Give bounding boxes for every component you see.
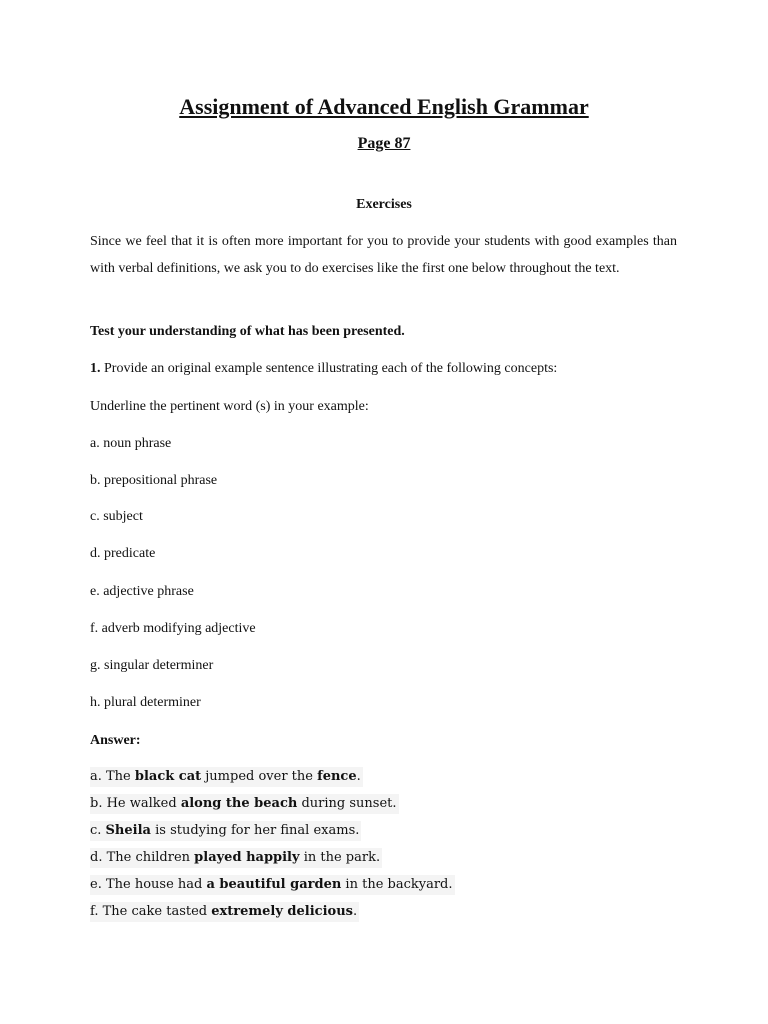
page-number-label: Page 87 <box>357 135 411 152</box>
concept-item: h. plural determiner <box>90 695 201 710</box>
test-heading: Test your understanding of what has been presented. <box>90 324 405 339</box>
question-number: 1. <box>90 361 101 376</box>
concept-item: f. adverb modifying adjective <box>90 621 256 636</box>
intro-paragraph: Since we feel that it is often more important for you to provide your students with good examples than with verbal definitions, we ask you to do exercises like the first one below throughout the text. <box>90 234 677 276</box>
answer-line: d. The children played happily in the park. <box>90 848 382 868</box>
instruction-text: Underline the pertinent word (s) in your example: <box>90 399 369 414</box>
concept-item: d. predicate <box>90 546 156 561</box>
answer-line: b. He walked along the beach during sunset. <box>90 794 399 814</box>
document-title: Assignment of Advanced English Grammar <box>179 94 589 119</box>
concept-item: b. prepositional phrase <box>90 473 218 488</box>
section-heading: Exercises <box>356 197 412 212</box>
answer-line: f. The cake tasted extremely delicious. <box>90 902 359 922</box>
question-1 <box>90 359 690 379</box>
question-text: Provide an original example sentence illustrating each of the following concepts: <box>100 361 558 376</box>
concept-item: c. subject <box>90 509 143 524</box>
concept-item: g. singular determiner <box>90 658 214 673</box>
answer-line: a. The black cat jumped over the fence. <box>90 767 363 787</box>
answer-line: e. The house had a beautiful garden in the backyard. <box>90 875 455 895</box>
concept-item: a. noun phrase <box>90 436 172 451</box>
answer-line: c. Sheila is studying for her final exams. <box>90 821 361 841</box>
answer-heading: Answer: <box>90 733 141 748</box>
concept-item: e. adjective phrase <box>90 584 194 599</box>
